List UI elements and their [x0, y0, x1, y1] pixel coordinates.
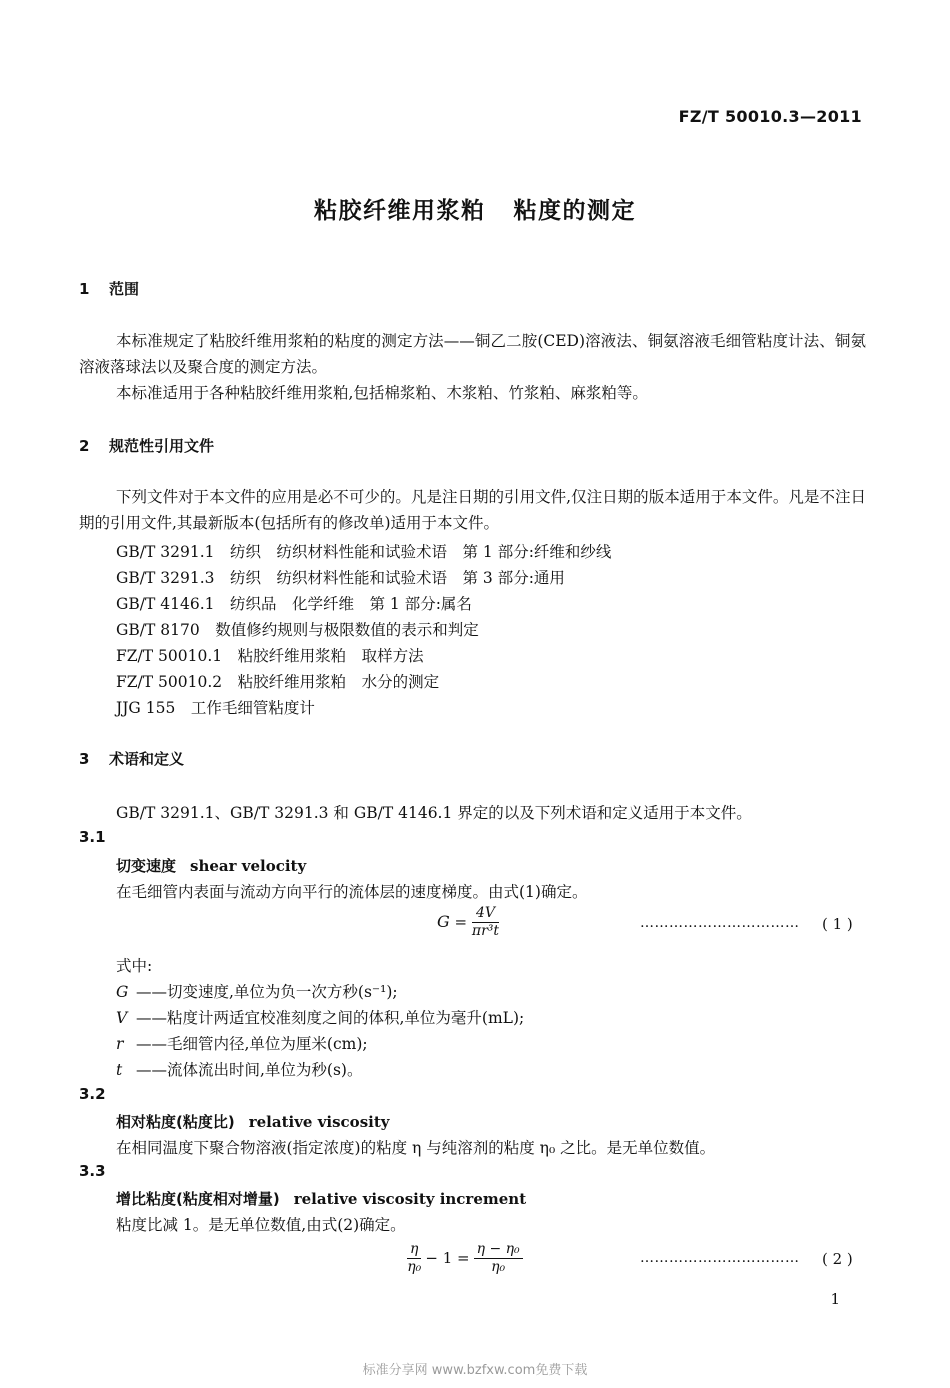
where-label: 式中: [116, 957, 153, 975]
variable-definition [116, 1032, 368, 1054]
term-3-3-en: relative viscosity increment [293, 1190, 527, 1208]
reference-item: GB/T 8170 数值修约规则与极限数值的表示和判定 [116, 621, 479, 639]
watermark-footer: 标准分享网 www.bzfxw.com免费下载 [362, 1363, 588, 1378]
section-1-paragraph-1: 本标准规定了粘胶纤维用浆粕的粘度的测定方法——铜乙二胺(CED)溶液法、铜氨溶液毛细管粘度计法、铜氨溶液落球法以及聚合度的测定方法。 [79, 332, 866, 376]
reference-item: FZ/T 50010.2 粘胶纤维用浆粕 水分的测定 [116, 673, 440, 691]
equation-2-denominator-2: η₀ [491, 1259, 506, 1275]
variable-description: ——粘度计两适宜校准刻度之间的体积,单位为毫升(mL); [136, 1009, 525, 1027]
variable-definition [116, 1058, 362, 1080]
section-1-heading [79, 278, 139, 299]
reference-item: GB/T 3291.1 纺织 纺织材料性能和试验术语 第 1 部分:纤维和纱线 [116, 543, 612, 561]
equation-1-lhs: G [437, 912, 450, 931]
term-3-3-title [116, 1188, 526, 1209]
equation-2-numerator-1: η [407, 1241, 421, 1259]
section-3-number: 3 [79, 750, 90, 768]
equation-2-fraction-2 [474, 1241, 523, 1276]
variable-description: ——流体流出时间,单位为秒(s)。 [136, 1061, 363, 1079]
page-number: 1 [830, 1290, 840, 1308]
reference-item: FZ/T 50010.1 粘胶纤维用浆粕 取样方法 [116, 647, 424, 665]
equation-1-numerator: 4V [472, 905, 499, 923]
equation-2 [407, 1241, 523, 1276]
term-3-3-number: 3.3 [79, 1162, 106, 1180]
term-3-2-number: 3.2 [79, 1085, 106, 1103]
term-3-2-title [116, 1111, 389, 1132]
equation-2-operator: − 1 = [425, 1249, 470, 1267]
variable-description: ——切变速度,单位为负一次方秒(s⁻¹); [136, 983, 398, 1001]
equation-2-fraction-1 [407, 1241, 421, 1276]
equation-2-leader-dots: …………………………… [640, 1250, 800, 1266]
section-1-title: 范围 [109, 280, 140, 298]
term-3-3-cn: 增比粘度(粘度相对增量) [116, 1190, 280, 1208]
variable-symbol: V [116, 1009, 128, 1027]
variable-symbol: t [116, 1061, 123, 1079]
equation-1-fraction [472, 905, 499, 940]
term-3-1-title [116, 855, 306, 876]
section-1-paragraph-2: 本标准适用于各种粘胶纤维用浆粕,包括棉浆粕、木浆粕、竹浆粕、麻浆粕等。 [116, 384, 648, 402]
equation-1: G = $\frac{4V}{\text{πr³t}}$ [437, 905, 500, 939]
section-2-number: 2 [79, 437, 90, 455]
equation-1-leader-dots: …………………………… [640, 915, 800, 931]
variable-definition [116, 980, 398, 1002]
section-2-title: 规范性引用文件 [109, 437, 215, 455]
reference-item: JJG 155 工作毛细管粘度计 [116, 699, 315, 717]
variable-definition [116, 1006, 524, 1028]
term-3-1-cn: 切变速度 [116, 857, 177, 875]
equation-1-denominator: πr³t [471, 923, 500, 939]
variable-symbol: G [116, 983, 129, 1001]
title-part-2: 粘度的测定 [513, 198, 636, 224]
term-3-2-en: relative viscosity [248, 1113, 390, 1131]
section-2-paragraph: 下列文件对于本文件的应用是必不可少的。凡是注日期的引用文件,仅注日期的版本适用于本文件。凡是不注日期的引用文件,其最新版本(包括所有的修改单)适用于本文件。 [79, 488, 866, 532]
section-2-heading [79, 435, 214, 456]
variable-description: ——毛细管内径,单位为厘米(cm); [136, 1035, 368, 1053]
reference-item: GB/T 3291.3 纺织 纺织材料性能和试验术语 第 3 部分:通用 [116, 569, 565, 587]
equation-1-label: ( 1 ) [822, 915, 853, 933]
section-3-heading [79, 748, 184, 769]
term-3-1-number: 3.1 [79, 828, 106, 846]
variable-symbol: r [116, 1035, 124, 1053]
reference-item: GB/T 4146.1 纺织品 化学纤维 第 1 部分:属名 [116, 595, 472, 613]
equation-2-label: ( 2 ) [822, 1250, 853, 1268]
standard-code: FZ/T 50010.3—2011 [678, 107, 862, 126]
equation-2-numerator-2: η − η₀ [474, 1241, 523, 1259]
equation-2-denominator-1: η₀ [407, 1259, 422, 1275]
term-3-3-definition: 粘度比减 1。是无单位数值,由式(2)确定。 [116, 1216, 406, 1234]
section-3-intro: GB/T 3291.1、GB/T 3291.3 和 GB/T 4146.1 界定的以及下列术语和定义适用于本文件。 [116, 804, 752, 822]
term-3-1-definition: 在毛细管内表面与流动方向平行的流体层的速度梯度。由式(1)确定。 [116, 883, 588, 901]
title-part-1: 粘胶纤维用浆粕 [314, 198, 486, 224]
document-title [0, 192, 950, 225]
term-3-2-definition: 在相同温度下聚合物溶液(指定浓度)的粘度 η 与纯溶剂的粘度 η₀ 之比。是无单位数值。 [116, 1139, 716, 1157]
section-3-title: 术语和定义 [109, 750, 185, 768]
section-1-number: 1 [79, 280, 90, 298]
term-3-1-en: shear velocity [190, 857, 307, 875]
term-3-2-cn: 相对粘度(粘度比) [116, 1113, 235, 1131]
